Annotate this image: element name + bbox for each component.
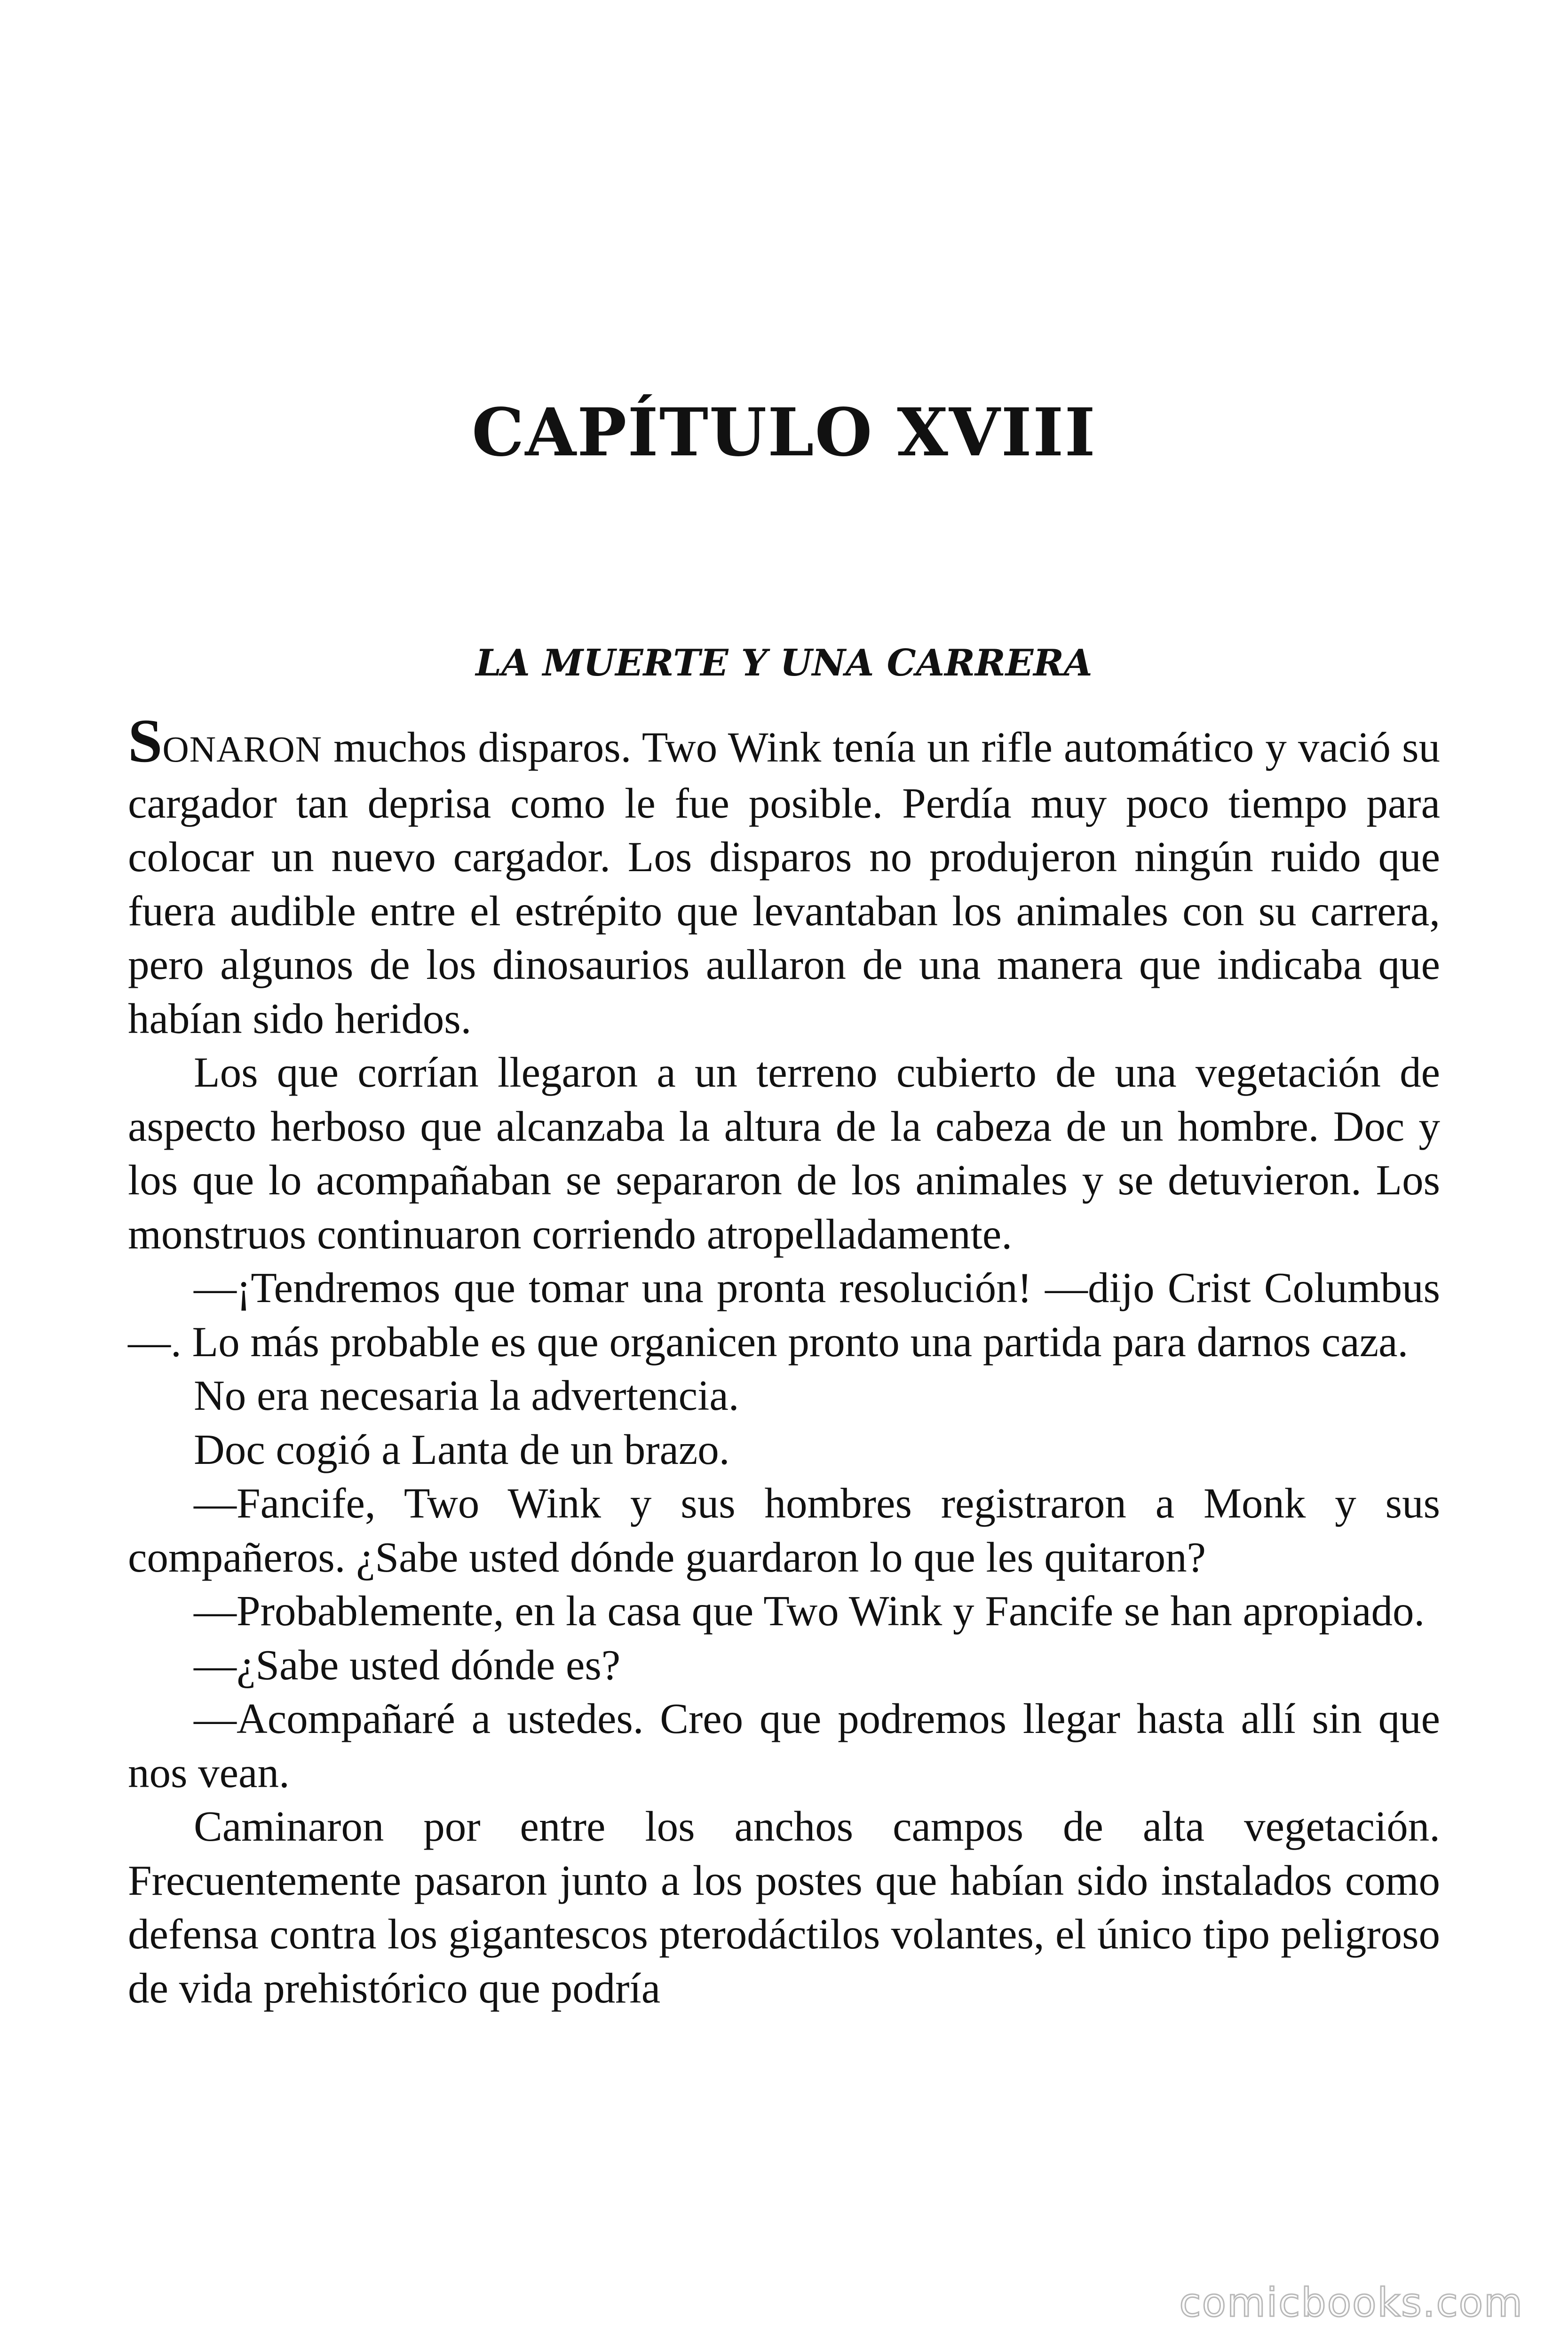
chapter-title: CAPÍTULO XVIII — [472, 394, 1096, 471]
paragraph-3: —¡Tendremos que tomar una pronta resolución! —dijo Crist Columbus—. Lo más probable es que organicen pronto una partida para darnos caza. — [128, 1264, 1440, 1366]
drop-cap: S — [128, 706, 163, 775]
first-word-smallcaps: ONARON — [162, 729, 323, 770]
body-text — [128, 706, 1440, 2015]
paragraph-6: —Fancife, Two Wink y sus hombres registraron a Monk y sus compañeros. ¿Sabe usted dónde guardaron lo que les quitaron? — [128, 1479, 1440, 1581]
paragraph-5: Doc cogió a Lanta de un brazo. — [194, 1425, 730, 1473]
paragraph-4: No era necesaria la advertencia. — [194, 1372, 739, 1419]
paragraph-10: Caminaron por entre los anchos campos de alta vegetación. Frecuentemente pasaron junto a los postes que habían sido instalados como defensa contra los gigantescos pterodáctilos volantes, el único tipo peligroso de vida prehistórico que podría — [128, 1803, 1440, 2012]
paragraph-2: Los que corrían llegaron a un terreno cubierto de una vegetación de aspecto herboso que alcanzaba la altura de la cabeza de un hombre. Doc y los que lo acompañaban se separaron de los animales y se detuvieron. Los monstruos continuaron corriendo atropelladamente. — [128, 1049, 1440, 1258]
paragraph-7: —Probablemente, en la casa que Two Wink y Fancife se han apropiado. — [194, 1587, 1425, 1635]
paragraph-1 — [128, 706, 1440, 1046]
chapter-subtitle: LA MUERTE Y UNA CARRERA — [475, 642, 1093, 684]
paragraph-1-text: muchos disparos. Two Wink tenía un rifle automático y vació su cargador tan deprisa como le fue posible. Perdía muy poco tiempo para colocar un nuevo cargador. Los disparos no produjeron ningún ruido que fuera audible entre el estrépito que levantaban los animales con su carrera, pero algunos de los dinosaurios aullaron de una manera que indicaba que habían sido heridos. — [128, 723, 1440, 1042]
paragraph-8: —¿Sabe usted dónde es? — [194, 1641, 621, 1689]
watermark: comicbooks.com — [1179, 2280, 1523, 2326]
paragraph-9: —Acompañaré a ustedes. Creo que podremos llegar hasta allí sin que nos vean. — [128, 1695, 1440, 1796]
